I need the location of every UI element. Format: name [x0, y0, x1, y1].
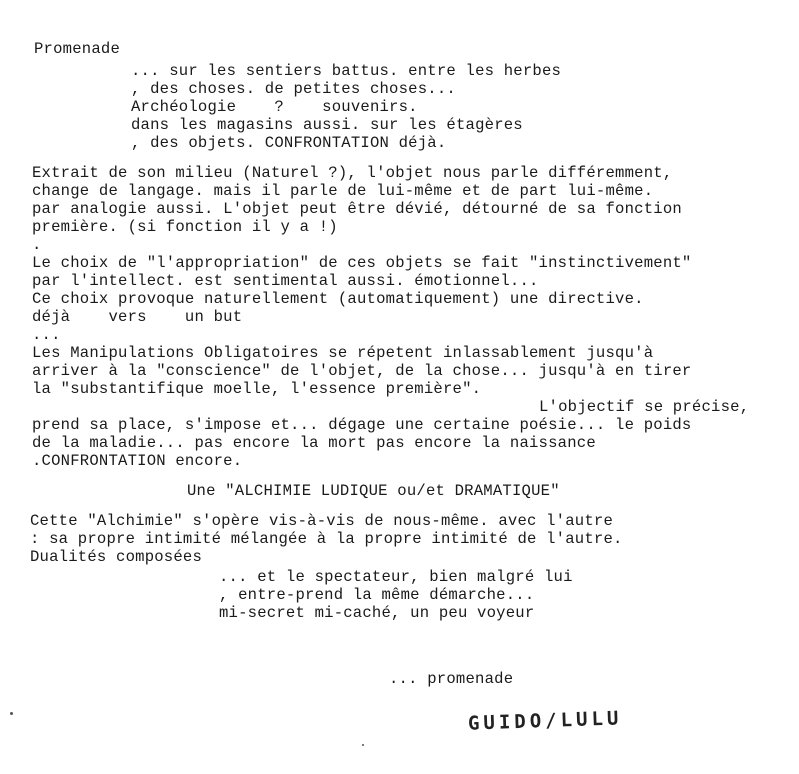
closing-line: ... promenade: [389, 670, 514, 688]
para1-line-5: .: [32, 236, 42, 254]
para5-line-1: Cette "Alchimie" s'opère vis-à-vis de nous-même. avec l'autre: [30, 512, 614, 530]
para6-line-2: , entre-prend la même démarche...: [219, 586, 535, 604]
para4-line-2: de la maladie... pas encore la mort pas encore la naissance: [32, 434, 596, 452]
para3-right-line: L'objectif se précise,: [539, 398, 750, 416]
para2-line-2: par l'intellect. est sentimental aussi. émotionnel...: [32, 272, 539, 290]
para4-line-1: prend sa place, s'impose et... dégage une certaine poésie... le poids: [32, 416, 692, 434]
para1-line-1: Extrait de son milieu (Naturel ?), l'objet nous parle différemment,: [32, 164, 673, 182]
center-heading: Une "ALCHIMIE LUDIQUE ou/et DRAMATIQUE": [187, 482, 560, 500]
paper-speck: [10, 712, 13, 715]
para6-line-3: mi-secret mi-caché, un peu voyeur: [219, 604, 535, 622]
para2-line-5: ...: [32, 326, 61, 344]
intro-line-3: Archéologie ? souvenirs.: [131, 98, 418, 116]
intro-line-4: dans les magasins aussi. sur les étagères: [131, 116, 523, 134]
para1-line-2: change de langage. mais il parle de lui-même et de part lui-même.: [32, 182, 654, 200]
intro-line-1: ... sur les sentiers battus. entre les herbes: [131, 62, 562, 80]
para1-line-4: première. (si fonction il y a !): [32, 218, 338, 236]
para1-line-3: par analogie aussi. L'objet peut être dévié, détourné de sa fonction: [32, 200, 682, 218]
para2-line-4: déjà vers un but: [32, 308, 243, 326]
para3-line-2: arriver à la "conscience" de l'objet, de la chose... jusqu'à en tirer: [32, 362, 692, 380]
paper-speck: [362, 744, 364, 746]
para4-line-3: .CONFRONTATION encore.: [32, 452, 243, 470]
para3-line-1: Les Manipulations Obligatoires se répetent inlassablement jusqu'à: [32, 344, 654, 362]
intro-line-2: , des choses. de petites choses...: [131, 80, 456, 98]
signature: GUIDO/LULU: [467, 707, 623, 735]
para3-line-3: la "substantifique moelle, l'essence première".: [32, 380, 482, 398]
para6-line-1: ... et le spectateur, bien malgré lui: [219, 568, 573, 586]
para5-line-3: Dualités composées: [30, 548, 203, 566]
document-title: Promenade: [34, 40, 121, 58]
para2-line-1: Le choix de "l'appropriation" de ces objets se fait "instinctivement": [32, 254, 692, 272]
intro-line-5: , des objets. CONFRONTATION déjà.: [131, 134, 447, 152]
para2-line-3: Ce choix provoque naturellement (automatiquement) une directive.: [32, 290, 644, 308]
para5-line-2: : sa propre intimité mélangée à la propre intimité de l'autre.: [30, 530, 623, 548]
